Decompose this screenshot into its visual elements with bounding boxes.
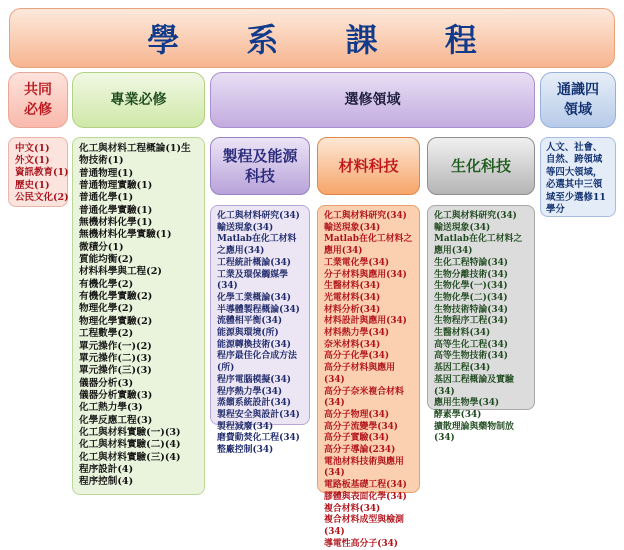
common-course-list bbox=[8, 137, 68, 207]
list-item: 單元操作(一)(2) bbox=[79, 340, 152, 352]
list-item: 中文(1) bbox=[15, 143, 50, 154]
list-item: 電路板基礎工程(34) bbox=[324, 480, 407, 491]
page-title bbox=[9, 8, 615, 68]
list-item: 生物程序工程(34) bbox=[434, 316, 508, 327]
list-item: 化工與材料實驗(二)(4) bbox=[79, 439, 181, 451]
header-major-label: 專業必修 bbox=[110, 92, 167, 108]
list-item: 製程安全與設計(34) bbox=[217, 409, 300, 420]
list-item: 擴散理論與藥物制放(34) bbox=[434, 421, 514, 444]
page-title-text: 學 系 課 程 bbox=[147, 21, 505, 59]
list-item: 儀器分析實驗(3) bbox=[79, 389, 153, 401]
list-item: Matlab在化工材料之應用(34) bbox=[217, 234, 297, 257]
major-course-list bbox=[72, 137, 205, 495]
list-item: 化工與材料研究(34) bbox=[217, 211, 300, 221]
list-item: 程序熱力學(34) bbox=[217, 386, 283, 397]
list-item: 酵素學(34) bbox=[434, 409, 482, 420]
list-item: 普通物理實驗(1) bbox=[79, 180, 153, 192]
list-item: 高分子流變學(34) bbox=[324, 421, 398, 432]
list-item: 歷史(1) bbox=[15, 179, 50, 191]
list-item: 生物化學(一)(34) bbox=[434, 281, 508, 292]
list-item: 半導體製程概論(34) bbox=[217, 304, 300, 315]
list-item: 無機材料化學實驗(1) bbox=[79, 229, 172, 241]
list-item: 單元操作(三)(3) bbox=[79, 365, 152, 377]
subheader-bio-label: 生化科技 bbox=[450, 157, 511, 175]
list-item: 材料設計與應用(34) bbox=[324, 316, 407, 327]
list-item: 高等生物技術(34) bbox=[434, 351, 508, 362]
list-item: 材料科學與工程(2) bbox=[79, 266, 162, 278]
list-item: 程序控制(4) bbox=[79, 476, 134, 488]
list-item: 單元操作(二)(3) bbox=[79, 352, 152, 364]
list-item: 材料熱力學(34) bbox=[324, 328, 390, 339]
list-item: 高分子奈米複合材料(34) bbox=[324, 386, 404, 409]
list-item: 物理化學(2) bbox=[79, 303, 134, 315]
list-item: 化學反應工程(3) bbox=[79, 414, 153, 426]
list-item: 化工與材料工程概論(1)生物技術(1) bbox=[79, 143, 191, 167]
general-education-text: 人文、社會、自然、跨領域等四大領域，必選其中三領域至少選修11學分 bbox=[546, 142, 606, 216]
list-item: 工業電化學(34) bbox=[324, 257, 390, 268]
list-item: 普通化學實驗(1) bbox=[79, 204, 153, 216]
list-item: 能源與環境(所) bbox=[217, 328, 279, 339]
list-item: 外文(1) bbox=[15, 155, 50, 167]
list-item: 化工與材料研究(34) bbox=[324, 211, 407, 221]
list-item: 輸送現象(34) bbox=[434, 222, 491, 233]
process-energy-course-list bbox=[210, 205, 310, 456]
header-elective-label: 選修領域 bbox=[344, 92, 401, 108]
list-item: 化學工業概論(34) bbox=[217, 292, 291, 303]
header-major-required bbox=[72, 72, 205, 128]
list-item: 普通化學(1) bbox=[79, 192, 134, 204]
list-item: 高分子導論(234) bbox=[324, 445, 396, 456]
list-item: Matlab在化工材料之應用(34) bbox=[324, 234, 413, 257]
list-item: 生物化學(二)(34) bbox=[434, 292, 508, 303]
list-item: 無機材料化學(1) bbox=[79, 217, 153, 229]
list-item: 程序設計(4) bbox=[79, 463, 134, 475]
list-item: 複合材料成型與檢測(34) bbox=[324, 515, 404, 537]
list-item: 輸送現象(34) bbox=[324, 222, 381, 233]
list-item: 能源轉換技術(34) bbox=[217, 339, 291, 350]
materials-course-list bbox=[317, 205, 420, 549]
list-item: 化工與材料研究(34) bbox=[434, 211, 517, 221]
list-item: 有機化學實驗(2) bbox=[79, 291, 153, 303]
list-item: 複合材料(34) bbox=[324, 503, 381, 514]
list-item: 高分子實驗(34) bbox=[324, 433, 390, 444]
list-item: 生物分離技術(34) bbox=[434, 269, 508, 280]
header-common-required bbox=[8, 72, 68, 128]
list-item: 工程統計概論(34) bbox=[217, 257, 291, 268]
list-item: 化工與材料實驗(三)(4) bbox=[79, 451, 181, 463]
list-item: 高分子材料與應用(34) bbox=[324, 363, 395, 385]
list-item: 製程減廢(34) bbox=[217, 421, 274, 432]
list-item: 基因工程(34) bbox=[434, 363, 491, 374]
list-item: 資訊教育(1) bbox=[15, 167, 69, 179]
list-item: 化工與材料實驗(一)(3) bbox=[79, 426, 181, 438]
list-item: 應用生物學(34) bbox=[434, 398, 500, 409]
list-item: 流體相平衡(34) bbox=[217, 316, 283, 327]
list-item: 膠體與表面化學(34) bbox=[324, 491, 407, 502]
list-item: 程序最佳化合成方法(所) bbox=[217, 351, 297, 374]
list-item: 輸送現象(34) bbox=[217, 222, 274, 233]
list-item: 工程數學(2) bbox=[79, 328, 134, 340]
header-general-education bbox=[540, 72, 616, 128]
header-general-label: 通識四領域 bbox=[557, 82, 599, 118]
subheader-biochemical bbox=[427, 137, 535, 195]
list-item: 公民文化(2) bbox=[15, 191, 69, 203]
list-item: 導電性高分子(34) bbox=[324, 538, 398, 549]
list-item: 分子材料與應用(34) bbox=[324, 269, 407, 280]
list-item: 整廠控制(34) bbox=[217, 445, 274, 456]
list-item: 蒸餾系統設計(34) bbox=[217, 398, 291, 409]
subheader-process-energy bbox=[210, 137, 310, 195]
list-item: 光電材料(34) bbox=[324, 292, 381, 303]
header-common-label: 共同必修 bbox=[24, 82, 52, 118]
subheader-process-label: 製程及能源科技 bbox=[222, 147, 298, 185]
list-item: 有機化學(2) bbox=[79, 278, 134, 290]
header-elective-domains bbox=[210, 72, 535, 128]
subheader-materials-label: 材料科技 bbox=[338, 157, 399, 175]
list-item: 普通物理(1) bbox=[79, 167, 134, 179]
list-item: 生醫材料(34) bbox=[324, 281, 381, 292]
list-item: 儀器分析(3) bbox=[79, 377, 134, 389]
list-item: 基因工程概論及實驗(34) bbox=[434, 374, 514, 397]
list-item: Matlab在化工材料之應用(34) bbox=[434, 234, 523, 257]
list-item: 生物技術特論(34) bbox=[434, 304, 508, 315]
list-item: 程序電腦模擬(34) bbox=[217, 374, 291, 385]
list-item: 物理化學實驗(2) bbox=[79, 315, 153, 327]
biochemical-course-list bbox=[427, 205, 535, 444]
list-item: 化工熱力學(3) bbox=[79, 402, 143, 414]
list-item: 微積分(1) bbox=[79, 241, 124, 253]
list-item: 工業及環保觸媒學(34) bbox=[217, 269, 288, 292]
list-item: 材料分析(34) bbox=[324, 304, 381, 315]
subheader-materials bbox=[317, 137, 420, 195]
list-item: 磨費動焚化工程(34) bbox=[217, 433, 300, 444]
list-item: 質能均衡(2) bbox=[79, 254, 134, 266]
general-education-note bbox=[540, 137, 616, 217]
list-item: 奈米材料(34) bbox=[324, 339, 381, 350]
list-item: 生醫材料(34) bbox=[434, 328, 491, 339]
list-item: 高等生化工程(34) bbox=[434, 339, 508, 350]
list-item: 生化工程特論(34) bbox=[434, 257, 508, 268]
list-item: 高分子化學(34) bbox=[324, 351, 390, 362]
list-item: 電池材料技術與應用(34) bbox=[324, 456, 404, 479]
list-item: 高分子物理(34) bbox=[324, 409, 390, 420]
